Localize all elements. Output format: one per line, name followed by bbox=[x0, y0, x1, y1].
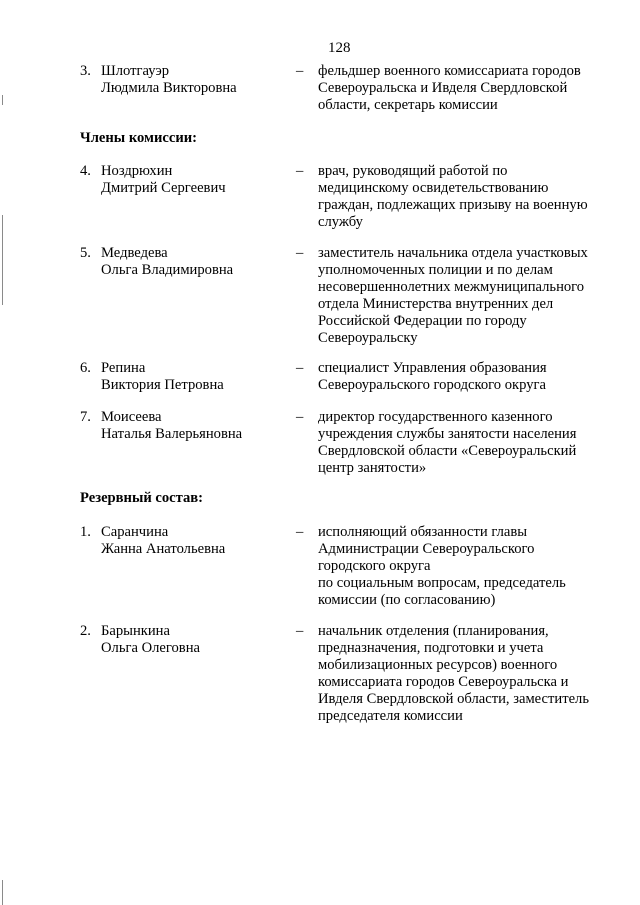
description-line: председателя комиссии bbox=[318, 708, 463, 724]
description-line: Свердловской области «Североуральский bbox=[318, 443, 577, 459]
entry-number: 2. bbox=[80, 623, 91, 639]
description-line: городского округа bbox=[318, 558, 431, 574]
description-line: службу bbox=[318, 214, 363, 230]
person-name bbox=[101, 409, 301, 443]
description-line: отдела Министерства внутренних дел bbox=[318, 296, 554, 312]
description-line: граждан, подлежащих призыву на военную bbox=[318, 197, 588, 213]
dash: – bbox=[296, 623, 304, 639]
position-description bbox=[318, 524, 608, 609]
entry-number: 3. bbox=[80, 63, 91, 79]
description-line: медицинскому освидетельствованию bbox=[318, 180, 549, 196]
entry-number: 1. bbox=[80, 524, 91, 540]
person-name bbox=[101, 245, 301, 279]
entry-number: 6. bbox=[80, 360, 91, 376]
entry-number: 4. bbox=[80, 163, 91, 179]
given-names: Жанна Анатольевна bbox=[101, 541, 226, 557]
description-line: области, секретарь комиссии bbox=[318, 97, 498, 113]
description-line: Российской Федерации по городу bbox=[318, 313, 527, 329]
surname: Саранчина bbox=[101, 524, 169, 540]
person-name bbox=[101, 360, 301, 394]
person-name bbox=[101, 63, 301, 97]
description-line: по социальным вопросам, председатель bbox=[318, 575, 566, 591]
description-line: директор государственного казенного bbox=[318, 409, 553, 425]
description-line: Североуральску bbox=[318, 330, 418, 346]
description-line: Североуральского городского округа bbox=[318, 377, 546, 393]
section-heading-members: Члены комиссии: bbox=[80, 130, 198, 146]
scan-edge-mark bbox=[2, 95, 3, 105]
given-names: Людмила Викторовна bbox=[101, 80, 237, 96]
scan-edge-mark bbox=[2, 880, 3, 905]
description-line: Администрации Североуральского bbox=[318, 541, 535, 557]
description-line: комиссариата городов Североуральска и bbox=[318, 674, 569, 690]
given-names: Дмитрий Сергеевич bbox=[101, 180, 226, 196]
given-names: Ольга Олеговна bbox=[101, 640, 200, 656]
person-name bbox=[101, 623, 301, 657]
position-description bbox=[318, 163, 608, 231]
section-heading-reserve: Резервный состав: bbox=[80, 490, 204, 506]
scan-edge-mark bbox=[2, 215, 3, 305]
entry-number: 7. bbox=[80, 409, 91, 425]
person-name bbox=[101, 524, 301, 558]
description-line: врач, руководящий работой по bbox=[318, 163, 508, 179]
surname: Репина bbox=[101, 360, 146, 376]
description-line: начальник отделения (планирования, bbox=[318, 623, 549, 639]
page-number: 128 bbox=[328, 40, 351, 56]
given-names: Наталья Валерьяновна bbox=[101, 426, 243, 442]
dash: – bbox=[296, 245, 304, 261]
surname: Ноздрюхин bbox=[101, 163, 173, 179]
description-line: исполняющий обязанности главы bbox=[318, 524, 528, 540]
description-line: предназначения, подготовки и учета bbox=[318, 640, 544, 656]
position-description bbox=[318, 360, 608, 394]
description-line: Североуральска и Ивделя Свердловской bbox=[318, 80, 568, 96]
surname: Шлотгауэр bbox=[101, 63, 170, 79]
description-line: специалист Управления образования bbox=[318, 360, 547, 376]
position-description bbox=[318, 245, 608, 347]
surname: Моисеева bbox=[101, 409, 162, 425]
description-line: мобилизационных ресурсов) военного bbox=[318, 657, 558, 673]
description-line: фельдшер военного комиссариата городов bbox=[318, 63, 581, 79]
dash: – bbox=[296, 524, 304, 540]
dash: – bbox=[296, 63, 304, 79]
position-description bbox=[318, 409, 608, 477]
surname: Барынкина bbox=[101, 623, 170, 639]
entry-number: 5. bbox=[80, 245, 91, 261]
surname: Медведева bbox=[101, 245, 168, 261]
description-line: Ивделя Свердловской области, заместитель bbox=[318, 691, 589, 707]
position-description bbox=[318, 623, 608, 725]
position-description bbox=[318, 63, 608, 114]
description-line: уполномоченных полиции и по делам bbox=[318, 262, 553, 278]
description-line: учреждения службы занятости населения bbox=[318, 426, 577, 442]
description-line: комиссии (по согласованию) bbox=[318, 592, 496, 608]
given-names: Ольга Владимировна bbox=[101, 262, 234, 278]
description-line: несовершеннолетних межмуниципального bbox=[318, 279, 585, 295]
dash: – bbox=[296, 163, 304, 179]
description-line: центр занятости» bbox=[318, 460, 427, 476]
description-line: заместитель начальника отдела участковых bbox=[318, 245, 588, 261]
dash: – bbox=[296, 360, 304, 376]
dash: – bbox=[296, 409, 304, 425]
person-name bbox=[101, 163, 301, 197]
given-names: Виктория Петровна bbox=[101, 377, 224, 393]
